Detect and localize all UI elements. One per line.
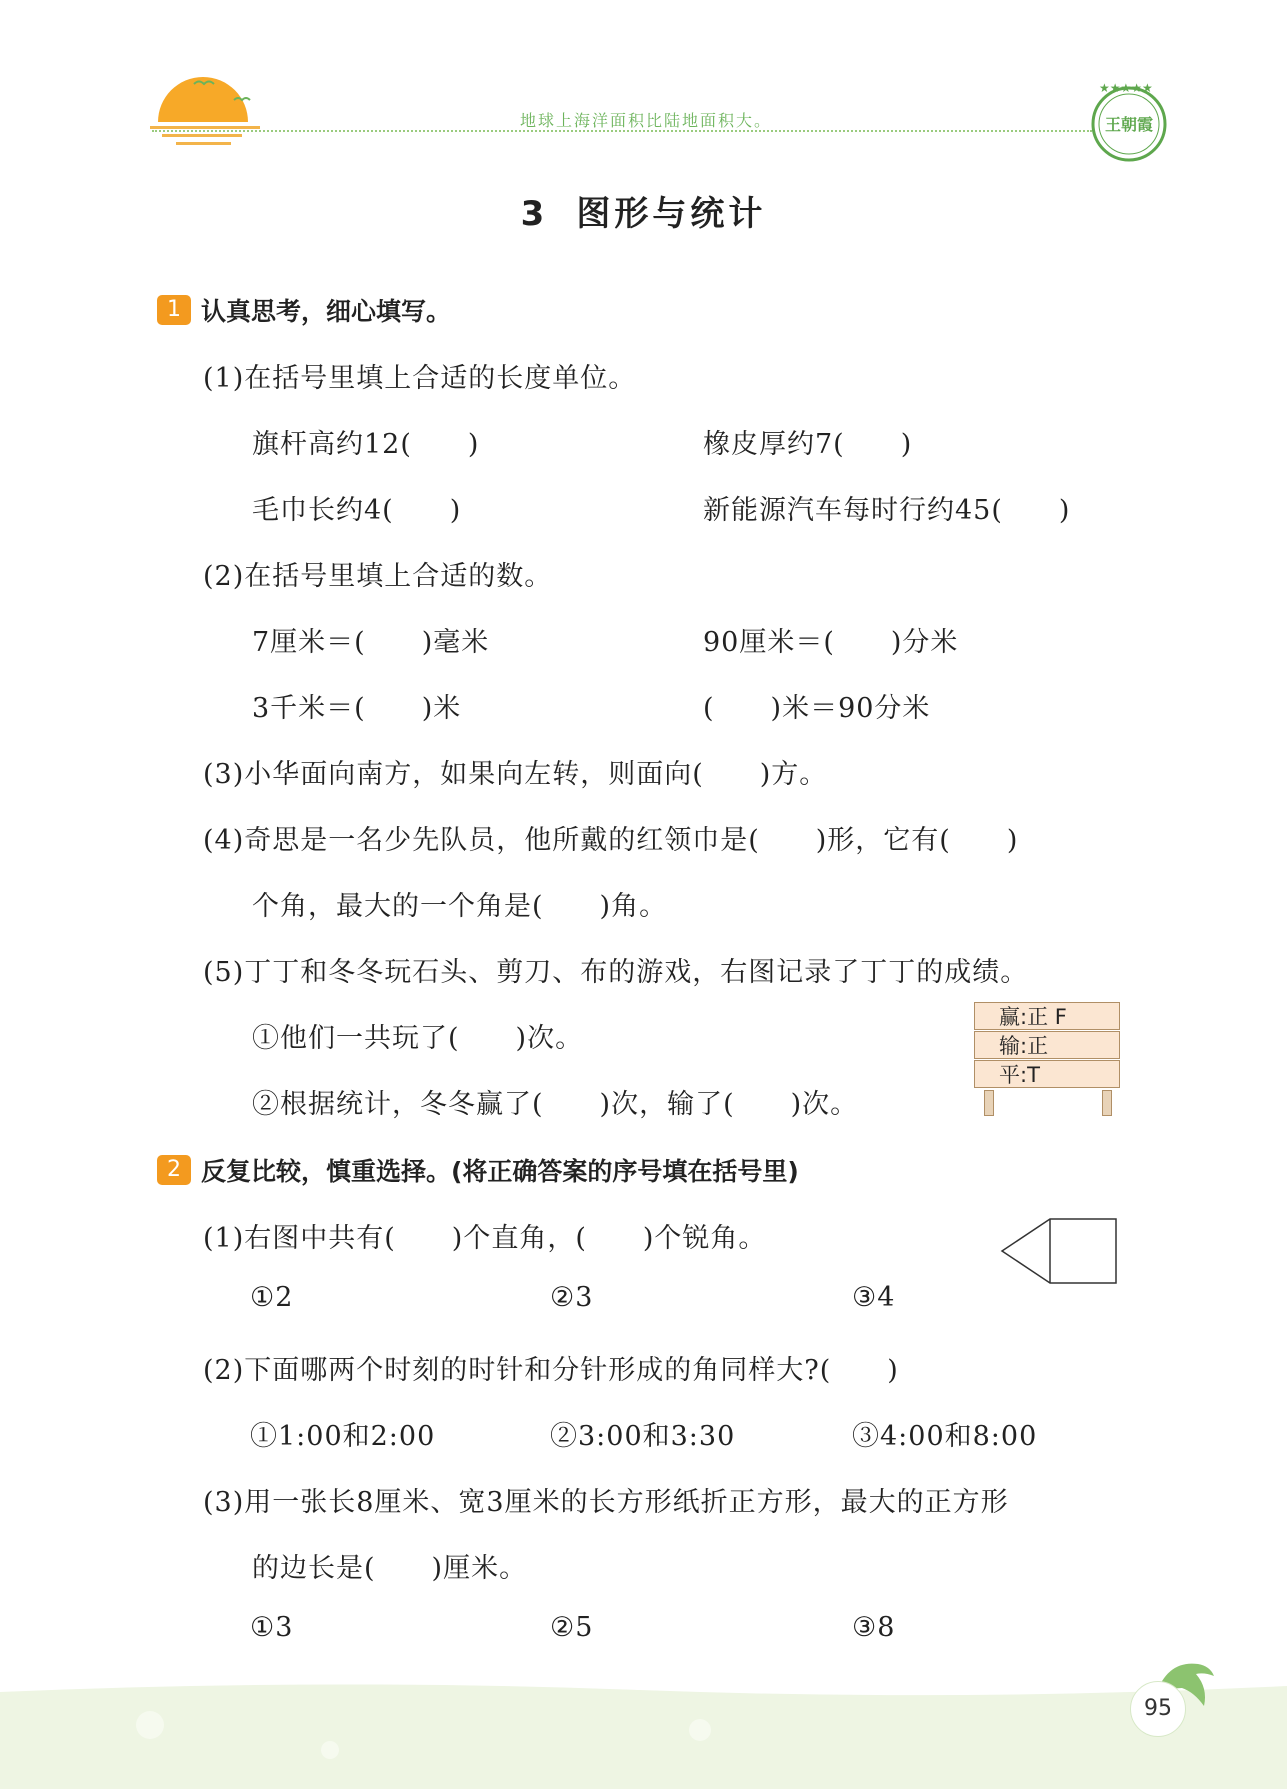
q1-4-line2: 个角，最大的一个角是( )角。 xyxy=(252,891,668,922)
q1-5-stem: (5)丁丁和冬冬玩石头、剪刀、布的游戏，右图记录了丁丁的成绩。 xyxy=(203,957,1029,988)
tally-label: 输: xyxy=(999,1034,1028,1058)
q2-3-line2: 的边长是( )厘米。 xyxy=(252,1553,528,1584)
pentagon-shape-figure xyxy=(1000,1215,1120,1287)
q1-1-a: 旗杆高约12( ) xyxy=(252,429,480,460)
tally-marks: 正 F xyxy=(1027,1005,1067,1029)
tally-label: 赢: xyxy=(999,1005,1028,1029)
q2-1-option-1: ①2 xyxy=(250,1282,294,1313)
page-title xyxy=(0,186,1287,235)
q1-3: (3)小华面向南方，如果向左转，则面向( )方。 xyxy=(203,759,828,790)
tally-marks: T xyxy=(1027,1063,1040,1087)
q1-2-stem: (2)在括号里填上合适的数。 xyxy=(203,561,553,592)
q2-3-option-3: ③8 xyxy=(852,1612,896,1643)
q1-1-b: 橡皮厚约7( ) xyxy=(703,429,913,460)
tally-leg-right xyxy=(1102,1090,1112,1116)
section-1-heading xyxy=(157,292,451,328)
section-2-title: 反复比较，慎重选择。(将正确答案的序号填在括号里) xyxy=(201,1157,799,1186)
section-2-badge: 2 xyxy=(157,1155,191,1185)
seal-text: 王朝霞 xyxy=(1104,115,1154,134)
q1-2-a: 7厘米＝( )毫米 xyxy=(252,627,490,658)
section-2-heading xyxy=(157,1152,799,1188)
tally-row-lose xyxy=(974,1031,1120,1059)
title-number: 3 xyxy=(520,194,549,234)
svg-text:★★★★★: ★★★★★ xyxy=(1099,81,1153,95)
q1-2-d: ( )米＝90分米 xyxy=(703,693,931,724)
q2-1-stem: (1)右图中共有( )个直角，( )个锐角。 xyxy=(203,1223,767,1254)
tally-row-draw xyxy=(974,1060,1120,1088)
tally-label: 平: xyxy=(999,1063,1028,1087)
q2-1-option-2: ②3 xyxy=(550,1282,594,1313)
q2-3-option-1: ①3 xyxy=(250,1612,294,1643)
tally-row-win xyxy=(974,1002,1120,1030)
tally-marks: 正 xyxy=(1027,1034,1049,1058)
q2-1-option-3: ③4 xyxy=(852,1282,896,1313)
title-text: 图形与统计 xyxy=(576,194,767,234)
section-1-badge: 1 xyxy=(157,295,191,325)
section-1-title: 认真思考，细心填写。 xyxy=(201,297,452,326)
sun-logo-icon xyxy=(150,40,270,160)
q1-1-c: 毛巾长约4( ) xyxy=(252,495,462,526)
q1-1-d: 新能源汽车每时行约45( ) xyxy=(703,495,1071,526)
q1-5-sub1: ①他们一共玩了( )次。 xyxy=(252,1023,584,1054)
brand-seal-icon xyxy=(1088,78,1170,164)
q1-4-line1: (4)奇思是一名少先队员，他所戴的红领巾是( )形，它有( ) xyxy=(203,825,1019,856)
q1-2-c: 3千米＝( )米 xyxy=(252,693,462,724)
q1-2-b: 90厘米＝( )分米 xyxy=(703,627,959,658)
q2-2-option-3: ③4:00和8:00 xyxy=(852,1421,1038,1452)
q1-1-stem: (1)在括号里填上合适的长度单位。 xyxy=(203,363,637,394)
tally-leg-left xyxy=(984,1090,994,1116)
footer-background xyxy=(0,1680,1287,1789)
page-number: 95 xyxy=(1130,1681,1186,1737)
q2-3-option-2: ②5 xyxy=(550,1612,594,1643)
q2-2-option-1: ①1:00和2:00 xyxy=(250,1421,436,1452)
q2-3-line1: (3)用一张长8厘米、宽3厘米的长方形纸折正方形，最大的正方形 xyxy=(203,1487,1009,1518)
header-tip: 地球上海洋面积比陆地面积大。 xyxy=(520,111,773,130)
q2-2-option-2: ②3:00和3:30 xyxy=(550,1421,736,1452)
q1-5-sub2: ②根据统计，冬冬赢了( )次，输了( )次。 xyxy=(252,1089,859,1120)
q2-2-stem: (2)下面哪两个时刻的时针和分针形成的角同样大?( ) xyxy=(203,1355,899,1386)
tally-board xyxy=(974,1000,1124,1118)
